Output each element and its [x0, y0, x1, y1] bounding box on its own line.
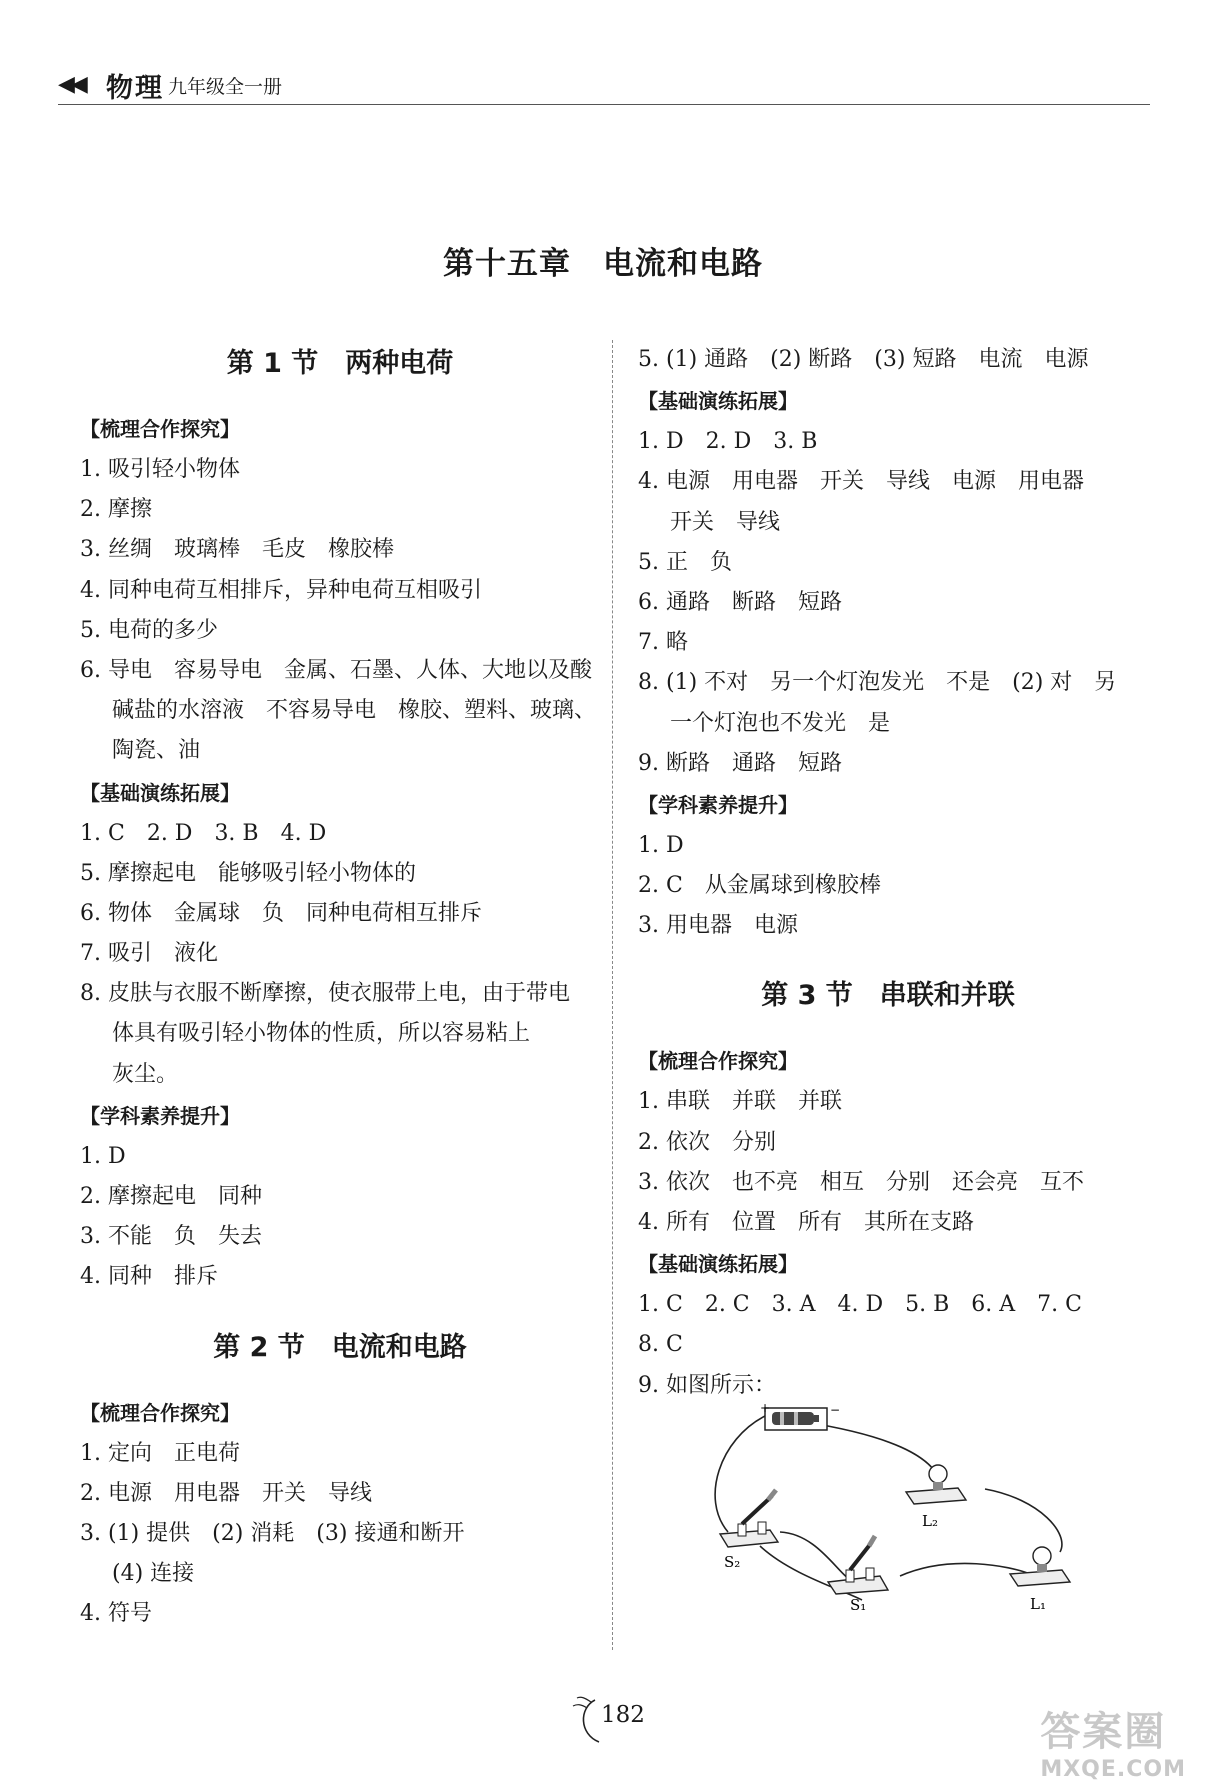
- section-2-body: [80, 1392, 600, 1635]
- answer-line: 3. 用电器 电源: [638, 913, 798, 939]
- subject-title: 物理: [106, 73, 164, 104]
- answer-line: 3. 依次 也不亮 相互 分别 还会亮 互不: [638, 1169, 1084, 1195]
- section-heading: 【梳理合作探究】: [80, 1400, 240, 1425]
- left-column: [80, 340, 600, 1635]
- battery-icon: [765, 1408, 827, 1430]
- answer-line: 一个灯泡也不发光 是: [670, 710, 891, 736]
- answer-line: 碱盐的水溶液 不容易导电 橡胶、塑料、玻璃、: [112, 698, 597, 724]
- answer-line: 5. 摩擦起电 能够吸引轻小物体的: [80, 860, 416, 886]
- section-heading: 【梳理合作探究】: [80, 417, 240, 441]
- switch-s2-icon: [720, 1490, 778, 1547]
- answer-line: 4. 所有 位置 所有 其所在支路: [638, 1210, 974, 1235]
- answer-line: 1. C 2. C 3. A 4. D 5. B 6. A 7. C: [638, 1292, 1082, 1318]
- answer-line: 6. 物体 金属球 负 同种电荷相互排斥: [80, 900, 482, 926]
- answer-line: 8. (1) 不对 另一个灯泡发光 不是 (2) 对 另: [638, 670, 1117, 696]
- watermark-url: MXQE.COM: [1040, 1757, 1186, 1782]
- section-3-title: 第 3 节 串联和并联: [761, 980, 1015, 1012]
- section-1-title: 第 1 节 两种电荷: [226, 348, 454, 379]
- switch-s1-label: S₁: [850, 1596, 867, 1614]
- wire-battery-s2: [715, 1416, 765, 1532]
- lamp-l1-label: L₁: [1030, 1595, 1046, 1613]
- header-rule: [58, 104, 1150, 105]
- answer-line: 1. 定向 正电荷: [80, 1440, 240, 1466]
- section-heading: 【基础演练拓展】: [80, 780, 240, 805]
- answer-line: 4. 符号: [80, 1601, 152, 1627]
- right-column: [638, 340, 1138, 1406]
- chapter-title: 第十五章 电流和电路: [443, 246, 763, 282]
- circuit-diagram: [710, 1404, 1140, 1614]
- battery-minus-label: −: [830, 1404, 841, 1417]
- answer-line: 2. 电源 用电器 开关 导线: [80, 1480, 372, 1506]
- page-header: [58, 66, 1150, 106]
- lamp-l1-icon: [1010, 1547, 1070, 1586]
- section-heading: 【基础演练拓展】: [638, 1252, 798, 1277]
- grade-label: 九年级全一册: [168, 76, 283, 98]
- section-2-title: 第 2 节 电流和电路: [213, 1331, 467, 1363]
- switch-s2-label: S₂: [724, 1553, 741, 1571]
- answer-line: 开关 导线: [670, 509, 781, 535]
- answer-line: 7. 略: [638, 630, 688, 656]
- switch-s1-icon: [828, 1536, 888, 1594]
- section-heading: 【学科素养提升】: [80, 1103, 240, 1128]
- answer-line: 2. 依次 分别: [638, 1129, 776, 1155]
- answer-line: 4. 同种 排斥: [80, 1264, 218, 1290]
- answer-line: 1. D 2. D 3. B: [638, 429, 818, 455]
- answer-line: 2. 摩擦起电 同种: [80, 1184, 262, 1209]
- answer-line: 1. D: [638, 832, 684, 858]
- answer-line: 3. 丝绸 玻璃棒 毛皮 橡胶棒: [80, 537, 394, 563]
- answer-line: (4) 连接: [112, 1561, 195, 1587]
- section-heading: 【梳理合作探究】: [638, 1049, 798, 1074]
- answer-line: 2. 摩擦: [80, 497, 152, 523]
- column-divider: [612, 340, 613, 1650]
- page-number: 182: [601, 1702, 645, 1728]
- section-2-continued: [638, 340, 1138, 946]
- watermark: [1040, 1700, 1186, 1782]
- section-heading: 【学科素养提升】: [638, 792, 798, 817]
- battery-plus-label: +: [760, 1404, 771, 1415]
- answer-line: 体具有吸引轻小物体的性质，所以容易粘上: [112, 1021, 531, 1047]
- answer-line: 8. C: [638, 1332, 683, 1358]
- answer-line: 1. 吸引轻小物体: [80, 457, 240, 482]
- answer-line: 5. 正 负: [638, 549, 732, 575]
- answer-line: 8. 皮肤与衣服不断摩擦，使衣服带上电，由于带电: [80, 981, 570, 1007]
- answer-line: 1. 串联 并联 并联: [638, 1089, 842, 1115]
- answer-line: 9. 如图所示：: [638, 1372, 776, 1398]
- section-heading: 【基础演练拓展】: [638, 389, 798, 414]
- section-3-body: [638, 1040, 1138, 1405]
- answer-line: 1. D: [80, 1143, 126, 1169]
- answer-line: 6. 导电 容易导电 金属、石墨、人体、大地以及酸: [80, 657, 592, 683]
- answer-line: 陶瓷、油: [112, 738, 201, 764]
- book-logo-icon: ◀◀: [58, 72, 84, 97]
- answer-line: 3. (1) 提供 (2) 消耗 (3) 接通和断开: [80, 1520, 465, 1546]
- wire-battery-l2: [805, 1422, 942, 1490]
- section-1-body: [80, 408, 600, 1298]
- answer-line: 6. 通路 断路 短路: [638, 589, 842, 615]
- answer-line: 4. 同种电荷互相排斥，异种电荷互相吸引: [80, 577, 482, 603]
- lamp-l2-icon: [906, 1465, 966, 1504]
- answer-line: 5. (1) 通路 (2) 断路 (3) 短路 电流 电源: [638, 347, 1089, 372]
- watermark-main: 答案圈: [1040, 1709, 1167, 1755]
- answer-line: 5. 电荷的多少: [80, 617, 218, 643]
- answer-line: 3. 不能 负 失去: [80, 1224, 262, 1250]
- wire-l2-l1: [985, 1489, 1062, 1552]
- answer-line: 4. 电源 用电器 开关 导线 电源 用电器: [638, 469, 1084, 495]
- answer-line: 1. C 2. D 3. B 4. D: [80, 820, 327, 846]
- lamp-l2-label: L₂: [922, 1512, 938, 1530]
- answer-line: 9. 断路 通路 短路: [638, 750, 842, 776]
- answer-line: 2. C 从金属球到橡胶棒: [638, 873, 881, 899]
- wire-s2-s1: [780, 1532, 855, 1582]
- page-number-badge: [565, 1690, 655, 1750]
- answer-line: 7. 吸引 液化: [80, 941, 218, 967]
- answer-line: 灰尘。: [112, 1061, 179, 1087]
